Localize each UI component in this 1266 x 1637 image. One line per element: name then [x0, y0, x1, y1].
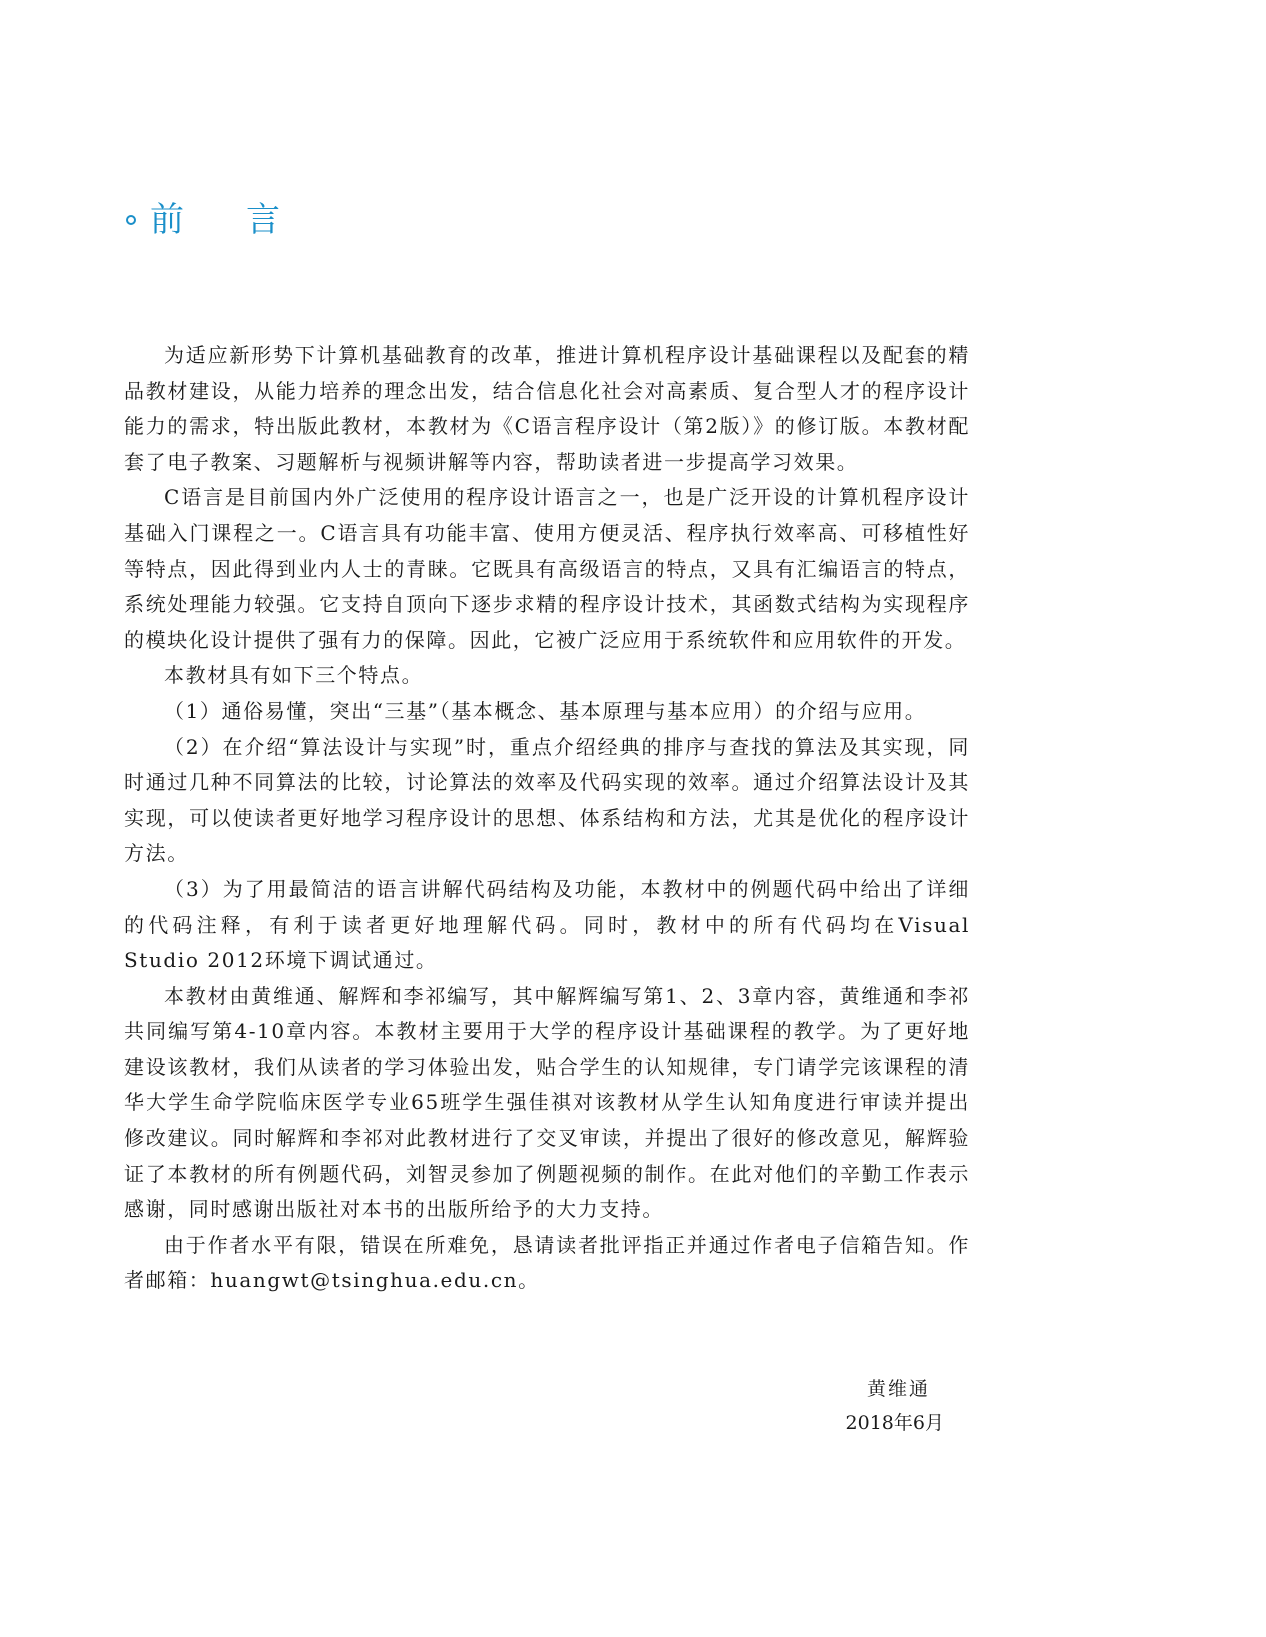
paragraph-acknowledgements: 本教材由黄维通、解辉和李祁编写，其中解辉编写第1、2、3章内容，黄维通和李祁共同编写第4-10章内容。本教材主要用于大学的程序设计基础课程的教学。为了更好地建设该教材，我们从读者的学习体验出发，贴合学生的认知规律，专门请学完该课程的清华大学生命学院临床医学专业65班学生强佳祺对该教材从学生认知角度进行审读并提出修改建议。同时解辉和李祁对此教材进行了交叉审读，并提出了很好的修改意见，解辉验证了本教材的所有例题代码，刘智灵参加了例题视频的制作。在此对他们的辛勤工作表示感谢，同时感谢出版社对本书的出版所给予的大力支持。 [124, 983, 970, 1222]
paragraph-feature-1: （1）通俗易懂，突出“三基”（基本概念、基本原理与基本应用）的介绍与应用。 [164, 698, 927, 723]
paragraph-c-language: C语言是目前国内外广泛使用的程序设计语言之一，也是广泛开设的计算机程序设计基础入门课程之一。C语言具有功能丰富、使用方便灵活、程序执行效率高、可移植性好等特点，因此得到业内人士的青睐。它既具有高级语言的特点，又具有汇编语言的特点，系统处理能力较强。它支持自顶向下逐步求精的程序设计技术，其函数式结构为实现程序的模块化设计提供了强有力的保障。因此，它被广泛应用于系统软件和应用软件的开发。 [124, 485, 970, 652]
preface-body [124, 338, 970, 1299]
page-heading [126, 198, 342, 242]
signature-block [846, 1372, 944, 1440]
author-name: 黄维通 [866, 1378, 930, 1400]
paragraph-intro: 为适应新形势下计算机基础教育的改革，推进计算机程序设计基础课程以及配套的精品教材建设，从能力培养的理念出发，结合信息化社会对高素质、复合型人才的程序设计能力的需求，特出版此教材，本教材为《C语言程序设计（第2版）》的修订版。本教材配套了电子教案、习题解析与视频讲解等内容，帮助读者进一步提高学习效果。 [124, 343, 970, 474]
circle-bullet-icon [126, 215, 136, 225]
page-title: 前言 [150, 200, 342, 240]
signature-date: 2018年6月 [845, 1412, 944, 1434]
paragraph-feature-3: （3）为了用最简洁的语言讲解代码结构及功能，本教材中的例题代码中给出了详细的代码注释，有利于读者更好地理解代码。同时，教材中的所有代码均在Visual Studio 2012环境下调试通过。 [124, 876, 970, 973]
paragraph-features-intro: 本教材具有如下三个特点。 [164, 663, 424, 688]
paragraph-contact: 由于作者水平有限，错误在所难免，恳请读者批评指正并通过作者电子信箱告知。作者邮箱：huangwt@tsinghua.edu.cn。 [124, 1232, 970, 1293]
paragraph-feature-2: （2）在介绍“算法设计与实现”时，重点介绍经典的排序与查找的算法及其实现，同时通过几种不同算法的比较，讨论算法的效率及代码实现的效率。通过介绍算法设计及其实现，可以使读者更好地学习程序设计的思想、体系结构和方法，尤其是优化的程序设计方法。 [124, 734, 970, 866]
